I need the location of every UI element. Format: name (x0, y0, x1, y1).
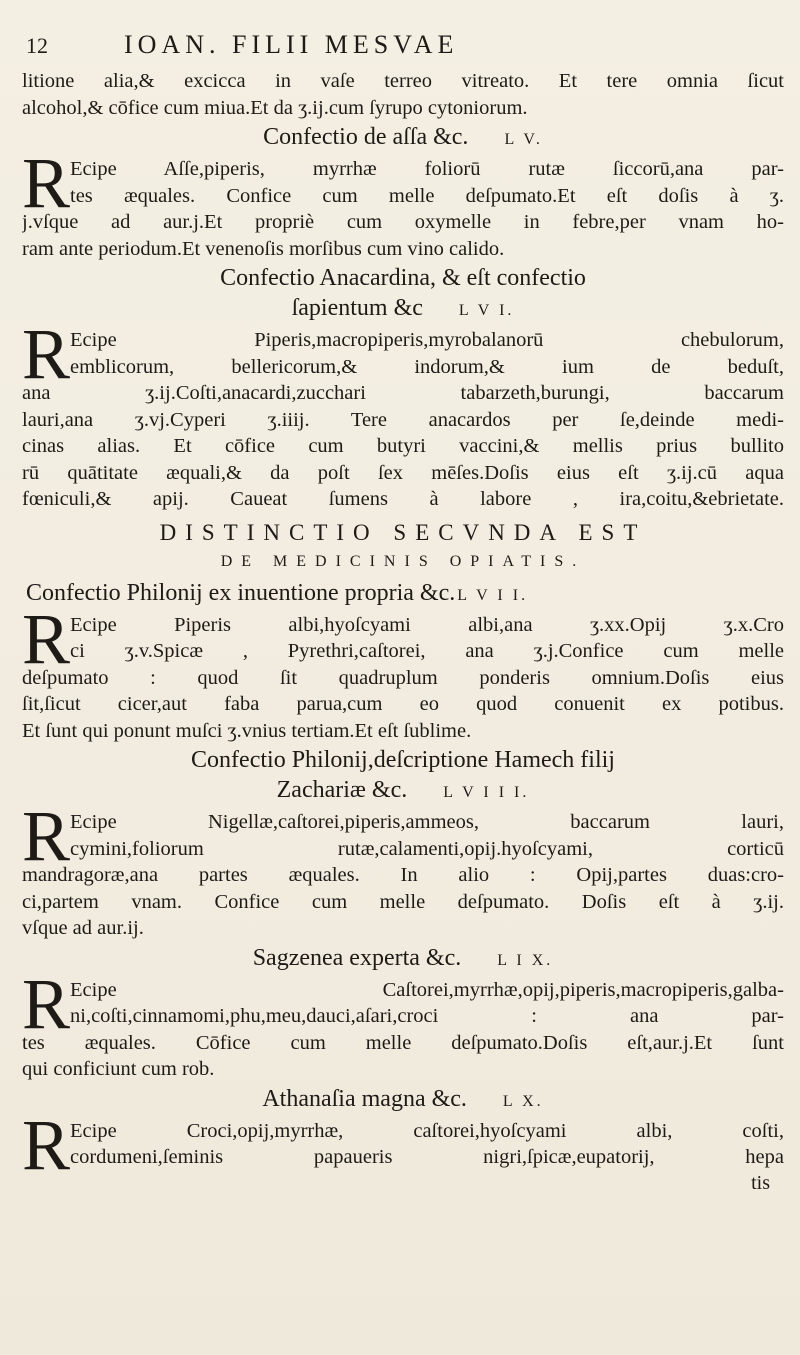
recipe-number: L X. (502, 1092, 544, 1110)
recipe-paragraph (22, 963, 784, 1083)
text-line: deſpumato : quod ſit quadruplum ponderis omnium.Doſis eius (22, 666, 784, 689)
recipe-paragraph (22, 796, 784, 942)
recipe-title-continued: Zachariæ &c. (276, 777, 408, 803)
text-line: ni,coſti,cinnamomi,phu,meu,dauci,aſari,croci : ana par- (70, 1005, 784, 1027)
text-line: cinas alias. Et cōfice cum butyri vaccini,& mellis prius bullito (22, 435, 784, 457)
recipe-heading (22, 1085, 784, 1116)
text-line: ana ʒ.ij.Coſti,anacardi,zucchari tabarzeth,burungi, baccarum (22, 382, 784, 404)
text-line: j.vſque ad aur.j.Et propriè cum oxymelle in febre,per vnam ho- (22, 211, 784, 233)
text-line: cordumeni,ſeminis papaueris nigri,ſpicæ,eupatorij, hepa (70, 1146, 784, 1168)
drop-cap: R (22, 1104, 71, 1185)
text-line: vſque ad aur.ij. (22, 917, 144, 939)
recipe-heading (22, 579, 784, 610)
recipe-number: L I X. (497, 951, 554, 969)
recipe-number: L V. (504, 131, 543, 148)
text-line: ſit,ſicut cicer,aut faba parua,cum eo quod conuenit ex potibus. (22, 693, 784, 715)
recipe-paragraph (22, 314, 784, 513)
text-line: qui conficiunt cum rob. (22, 1058, 215, 1080)
text-line: Ecipe Aſſe,piperis, myrrhæ foliorū rutæ ſiccorū,ana par- (70, 158, 784, 180)
recipe-title: Sagzenea experta &c. (252, 944, 462, 971)
page-header (22, 30, 784, 64)
drop-cap: R (22, 963, 71, 1044)
recipe-title: Confectio Anacardina, & eſt confectio (220, 265, 586, 291)
text-line: fœniculi,& apij. Caueat ſumens à labore , ira,coitu,&ebrietate. (22, 488, 784, 510)
recipe-title: Confectio Philonij ex inuentione propria &c. (26, 579, 456, 606)
text-line: lauri,ana ʒ.vj.Cyperi ʒ.iiij. Tere anacardos per ſe,deinde medi- (22, 408, 784, 431)
recipe-title-continued: ſapientum &c (291, 295, 423, 321)
catchword: tis (751, 1171, 770, 1194)
intro-text (22, 68, 784, 121)
drop-cap: R (22, 314, 71, 394)
text-line: ram ante periodum.Et venenoſis morſibus cum vino calido. (22, 237, 505, 260)
recipe-heading-line2 (22, 294, 784, 325)
recipe-paragraph (22, 598, 784, 745)
recipe-heading (22, 264, 784, 292)
recipe-paragraph (22, 143, 784, 262)
text-line: alcohol,& cōfice cum miua.Et da ʒ.ij.cum ſyrupo cytoniorum. (22, 96, 528, 119)
text-line: ci,partem vnam. Confice cum melle deſpumato. Doſis eſt à ʒ.ij. (22, 890, 784, 913)
running-title: IOAN. FILII MESVAE (124, 30, 459, 59)
text-line: ci ʒ.v.Spicæ , Pyrethri,caſtorei, ana ʒ.j.Confice cum melle (70, 640, 784, 662)
text-line: tes æquales. Cōfice cum melle deſpumato.Doſis eſt,aur.j.Et ſunt (22, 1031, 784, 1054)
text-line: tes æquales. Confice cum melle deſpumato.Et eſt doſis à ʒ. (70, 184, 784, 207)
recipe-heading (22, 746, 784, 774)
text-line: emblicorum, bellericorum,& indorum,& ium de beduſt, (70, 355, 784, 378)
text-line: mandragoræ,ana partes æquales. In alio : Opij,partes duas:cro- (22, 864, 784, 886)
recipe-number: L V I I. (457, 586, 529, 604)
text-line: Ecipe Piperis,macropiperis,myrobalanorū chebulorum, (70, 329, 784, 351)
text-line: Ecipe Nigellæ,caſtorei,piperis,ammeos, baccarum lauri, (70, 811, 784, 833)
section-subtitle: DE MEDICINIS OPIATIS. (220, 552, 586, 570)
text-line: litione alia,& excicca in vaſe terreo vitreato. Et tere omnia ſicut (22, 70, 784, 92)
recipe-heading (22, 944, 784, 975)
recipe-title: Confectio de aſſa &c. (263, 124, 469, 150)
text-line: Ecipe Croci,opij,myrrhæ, caſtorei,hyoſcyami albi, coſti, (70, 1119, 784, 1142)
recipe-heading-line2 (22, 776, 784, 807)
text-line: Ecipe Caſtorei,myrrhæ,opij,piperis,macropiperis,galba- (70, 978, 784, 1001)
text-line: rū quātitate æquali,& da poſt ſex mēſes.Doſis eius eſt ʒ.ij.cū aqua (22, 461, 784, 484)
recipe-title: Confectio Philonij,deſcriptione Hamech filij (191, 747, 615, 773)
section-title: DISTINCTIO SECVNDA EST (159, 519, 647, 545)
drop-cap: R (22, 143, 71, 223)
recipe-title: Athanaſia magna &c. (262, 1085, 467, 1112)
text-line: Ecipe Piperis albi,hyoſcyami albi,ana ʒ.xx.Opij ʒ.x.Cro (70, 613, 784, 636)
recipe-number: L V I. (458, 302, 515, 319)
recipe-number: L V I I I. (443, 784, 530, 801)
drop-cap: R (22, 796, 71, 876)
text-line: cymini,foliorum rutæ,calamenti,opij.hyoſcyami, corticū (70, 837, 784, 860)
text-line: Et ſunt qui ponunt muſci ʒ.vnius tertiam.Et eſt ſublime. (22, 719, 472, 742)
folio-number: 12 (26, 33, 48, 58)
recipe-heading (22, 123, 784, 154)
drop-cap: R (22, 598, 71, 679)
